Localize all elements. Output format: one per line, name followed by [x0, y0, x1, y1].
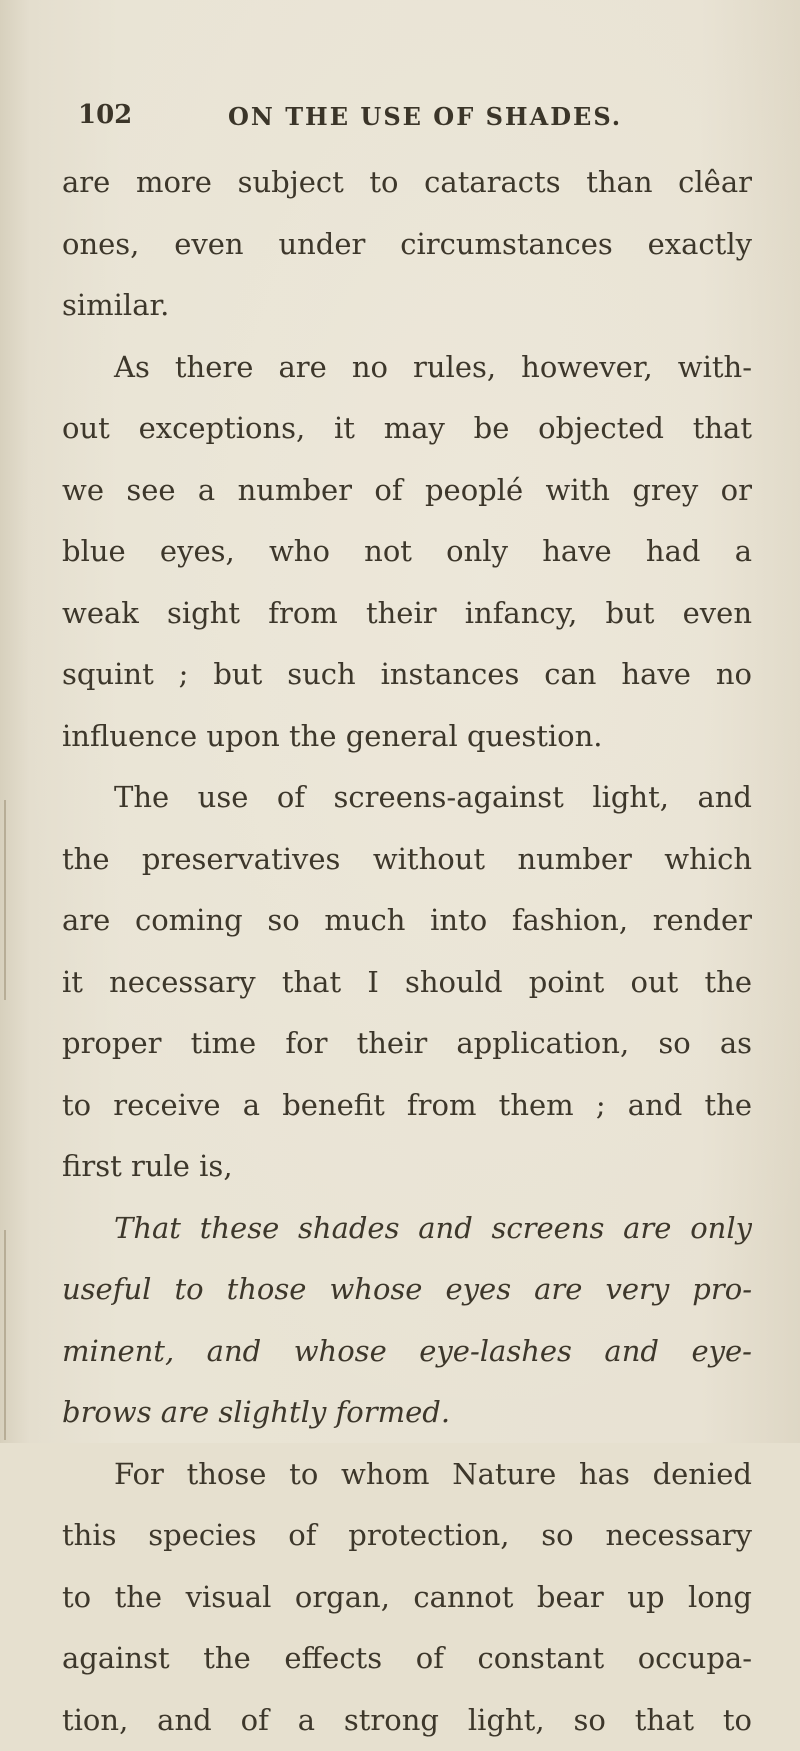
text-line: influence upon the general question.: [62, 706, 752, 768]
page-edge-line: [4, 1230, 6, 1440]
text-line: tion, and of a strong light, so that to: [62, 1690, 752, 1751]
text-line: out exceptions, it may be objected that: [62, 398, 752, 460]
text-line: this species of protection, so necessary: [62, 1505, 752, 1567]
text-line: ones, even under circumstances exactly: [62, 214, 752, 276]
text-line: the preservatives without number which: [62, 829, 752, 891]
text-line: are more subject to cataracts than clêar: [62, 152, 752, 214]
text-line: against the effects of constant occupa-: [62, 1628, 752, 1690]
text-line: we see a number of peoplé with grey or: [62, 460, 752, 522]
text-line: As there are no rules, however, with-: [62, 337, 752, 399]
text-line: useful to those whose eyes are very pro-: [62, 1259, 752, 1321]
page-number: 102: [78, 100, 132, 130]
text-line: brows are slightly formed.: [62, 1382, 752, 1444]
text-line: to the visual organ, cannot bear up long: [62, 1567, 752, 1629]
text-line: to receive a benefit from them ; and the: [62, 1075, 752, 1137]
text-line: weak sight from their infancy, but even: [62, 583, 752, 645]
text-line: For those to whom Nature has denied: [62, 1444, 752, 1506]
text-line: similar.: [62, 275, 752, 337]
body-text: [62, 152, 752, 1751]
text-line: minent, and whose eye-lashes and eye-: [62, 1321, 752, 1383]
page-header: [78, 100, 738, 140]
text-line: are coming so much into fashion, render: [62, 890, 752, 952]
text-line: it necessary that I should point out the: [62, 952, 752, 1014]
page-edge-line: [4, 800, 6, 1000]
text-line: The use of screens-against light, and: [62, 767, 752, 829]
text-line: squint ; but such instances can have no: [62, 644, 752, 706]
text-line: That these shades and screens are only: [62, 1198, 752, 1260]
running-head: ON THE USE OF SHADES.: [228, 102, 622, 131]
text-line: first rule is,: [62, 1136, 752, 1198]
text-line: proper time for their application, so as: [62, 1013, 752, 1075]
text-line: blue eyes, who not only have had a: [62, 521, 752, 583]
